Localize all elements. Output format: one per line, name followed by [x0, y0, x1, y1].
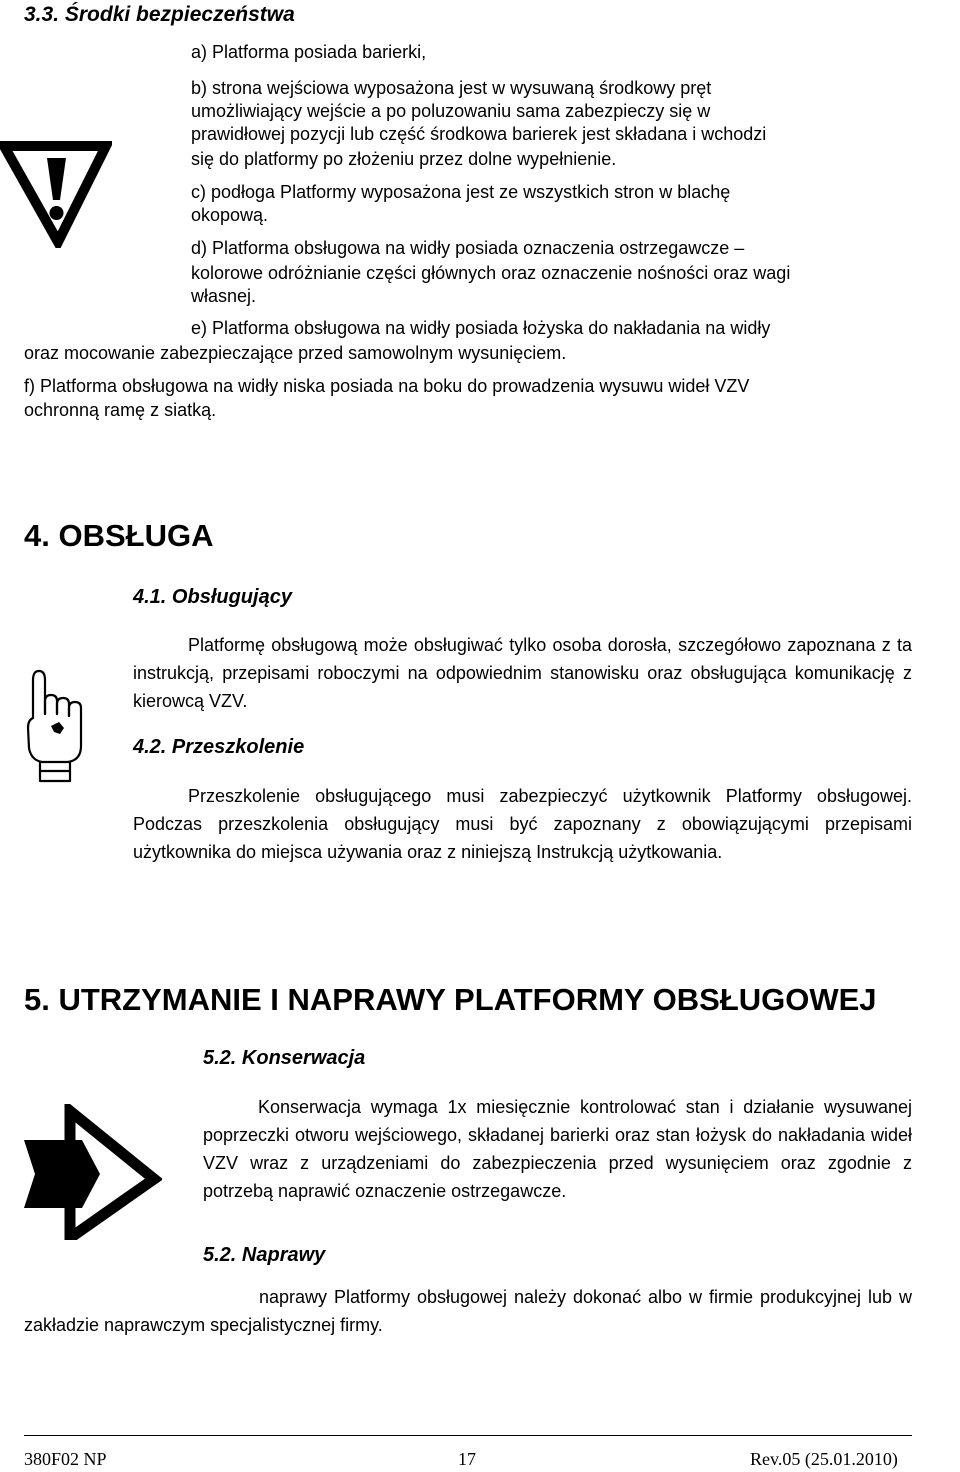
arrow-right-icon [22, 1104, 162, 1240]
footer-revision: Rev.05 (25.01.2010) [750, 1449, 898, 1469]
item-b-line: prawidłowej pozycji lub część środkowa barierek jest składana i wchodzi [191, 124, 767, 144]
section-4-1-text: Platformę obsługową może obsługiwać tylko osoba dorosła, szczegółowo zapoznana z ta instrukcją, przepisami roboczymi na odpowiednim stanowisku oraz obsługująca komunikację z kierowcą VZV. [133, 635, 912, 711]
section-title-4-2: 4.2. Przeszkolenie [133, 736, 305, 758]
section-title-5-2-naprawy: 5.2. Naprawy [203, 1244, 326, 1266]
item-d-line: własnej. [191, 286, 257, 306]
section-5-2-naprawy-text: naprawy Platformy obsługowej należy dokonać albo w firmie produkcyjnej lub w zakładzie naprawczym specjalistycznej firmy. [24, 1287, 912, 1335]
pointing-hand-icon [24, 668, 86, 784]
section-title-4-1: 4.1. Obsługujący [133, 586, 292, 608]
item-a: a) Platforma posiada barierki, [191, 42, 427, 62]
item-d-line: d) Platforma obsługowa na widły posiada oznaczenia ostrzegawcze – [191, 238, 745, 258]
section-title-5-2-konserwacja: 5.2. Konserwacja [203, 1047, 366, 1069]
item-f-line: ochronną ramę z siatką. [24, 400, 217, 420]
warning-triangle-icon [0, 140, 112, 248]
section-4-2-text: Przeszkolenie obsługującego musi zabezpieczyć użytkownik Platformy obsługowej. Podczas przeszkolenia obsługujący musi być zapoznany z obowiązującymi przepisami użytkownika do miejsca używania oraz z niniejszą Instrukcją użytkowania. [133, 786, 912, 862]
item-e-line: e) Platforma obsługowa na widły posiada łożyska do nakładania na widły [191, 318, 771, 338]
section-title-5: 5. UTRZYMANIE I NAPRAWY PLATFORMY OBSŁUGOWEJ [24, 982, 877, 1017]
item-e-line: oraz mocowanie zabezpieczające przed samowolnym wysunięciem. [24, 343, 567, 363]
footer-page-number: 17 [458, 1449, 476, 1469]
item-b-line: się do platformy po złożeniu przez dolne wypełnienie. [191, 149, 617, 169]
item-d-line: kolorowe odróżnianie części głównych oraz oznaczenie nośności oraz wagi [191, 263, 791, 283]
footer-divider [24, 1435, 912, 1436]
section-title-4: 4. OBSŁUGA [24, 518, 214, 553]
item-b-line: umożliwiający wejście a po poluzowaniu sama zabezpieczy się w [191, 101, 711, 121]
footer-doc-code: 380F02 NP [24, 1449, 107, 1469]
item-c-line: c) podłoga Platformy wyposażona jest ze wszystkich stron w blachę [191, 182, 731, 202]
item-c-line: okopową. [191, 205, 269, 225]
section-title-3-3: 3.3. Środki bezpieczeństwa [24, 3, 295, 26]
item-b-line: b) strona wejściowa wyposażona jest w wysuwaną środkowy pręt [191, 78, 712, 98]
item-f-line: f) Platforma obsługowa na widły niska posiada na boku do prowadzenia wysuwu wideł VZV [24, 376, 750, 396]
section-5-2-konserwacja-text: Konserwacja wymaga 1x miesięcznie kontrolować stan i działanie wysuwanej poprzeczki otworu wejściowego, składanej barierki oraz stan łożysk do nakładania wideł VZV wraz z urządzeniami do zabezpieczenia przed wysunięciem oraz zgodnie z potrzebą naprawić oznaczenie ostrzegawcze. [203, 1097, 912, 1201]
